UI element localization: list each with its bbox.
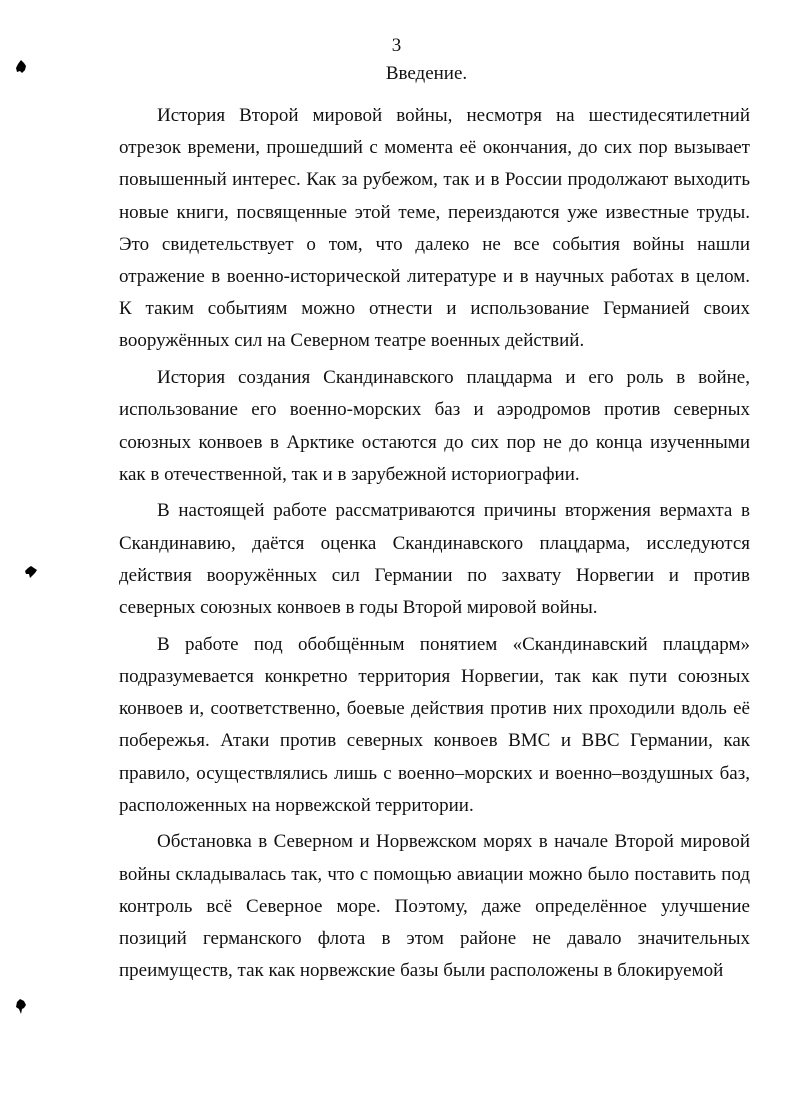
paragraph: В настоящей работе рассматриваются причины вторжения вермахта в Скандинавию, даётся оценка Скандинавского плацдарма, исследуются действия вооружённых сил Германии по захвату Норвегии и против северных союзных конвоев в годы Второй мировой войны. (119, 500, 750, 619)
ink-blot-icon (15, 999, 27, 1013)
page-title: Введение. (385, 63, 468, 84)
paragraph: Обстановка в Северном и Норвежском морях в начале Второй мировой войны складывалась так, что с помощью авиации можно было поставить под контроль всё Северное море. Поэтому, даже определённое улучшение позиций германского флота в этом районе не давало значительных преимуществ, так как норвежские базы были расположены в блокируемой (119, 831, 750, 982)
paragraph: История Второй мировой войны, несмотря на шестидесятилетний отрезок времени, прошедший с момента её окончания, до сих пор вызывает повышенный интерес. Как за рубежом, так и в России продолжают выходить новые книги, посвященные этой теме, переиздаются уже известные труды. Это свидетельствует о том, что далеко не все события войны нашли отражение в военно-исторической литературе и в научных работах в целом. К таким событиям можно отнести и использование Германией своих вооружённых сил на Северном театре военных действий. (119, 105, 750, 352)
paragraph: История создания Скандинавского плацдарма и его роль в войне, использование его военно-морских баз и аэродромов против северных союзных конвоев в Арктике остаются до сих пор не до конца изученными как в отечественной, так и в зарубежной историографии. (119, 367, 750, 485)
body-text (119, 100, 750, 992)
paragraph: В работе под обобщённым понятием «Скандинавский плацдарм» подразумевается конкретно территория Норвегии, так как пути союзных конвоев и, соответственно, боевые действия против них проходили вдоль её побережья. Атаки против северных конвоев ВМС и ВВС Германии, как правило, осуществлялись лишь с военно–морских и военно–воздушных баз, расположенных на норвежской территории. (119, 633, 750, 816)
page-number: 3 (391, 35, 402, 56)
ink-blot-icon (24, 566, 36, 580)
